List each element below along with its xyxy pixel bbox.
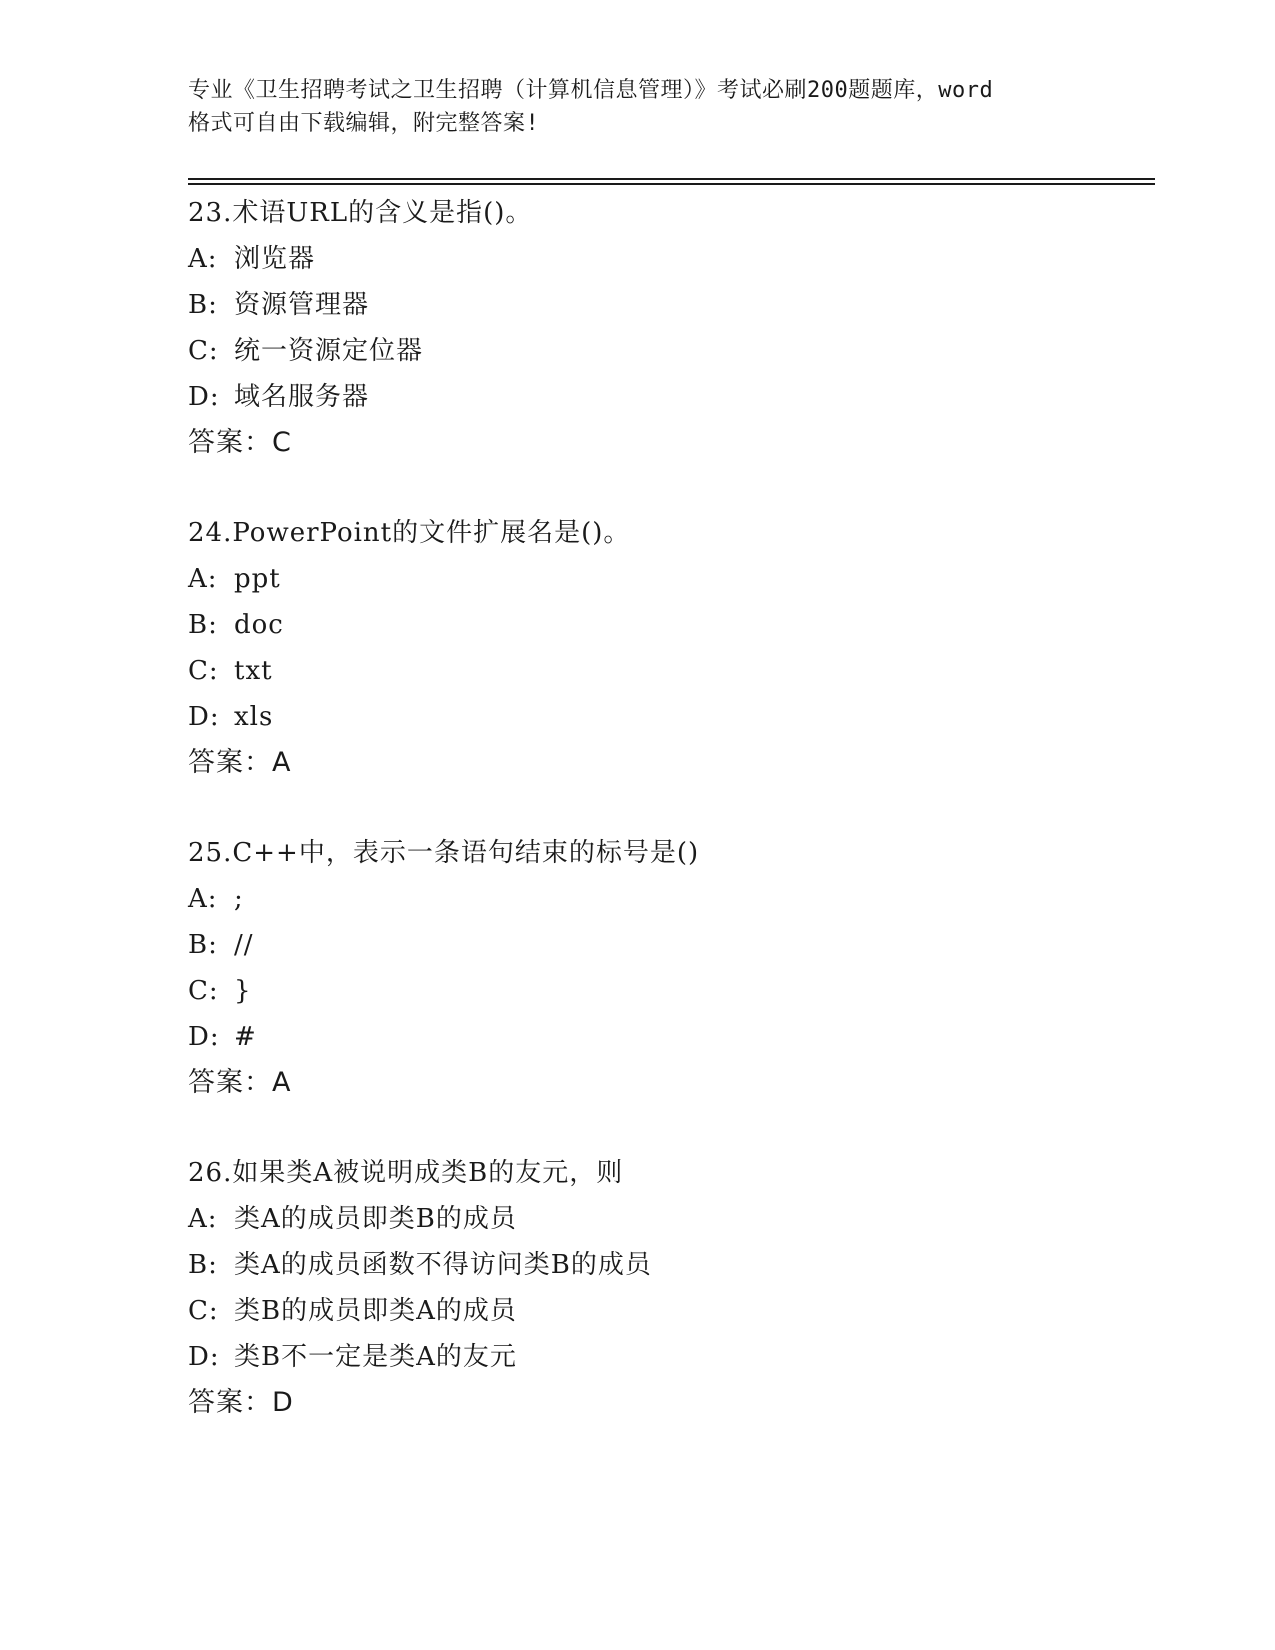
question-26	[188, 1150, 1148, 1426]
option-b	[188, 922, 1148, 968]
header-line-2: 格式可自由下载编辑，附完整答案!	[188, 111, 540, 136]
option-a	[188, 556, 1148, 602]
answer-line: 答案：C	[188, 427, 292, 458]
option-text: 浏览器	[234, 244, 316, 274]
option-letter: B:	[188, 930, 218, 960]
option-text: 类A的成员函数不得访问类B的成员	[234, 1250, 652, 1280]
option-letter: A:	[188, 884, 218, 914]
option-b	[188, 282, 1148, 328]
option-letter: B:	[188, 1250, 218, 1280]
question-23	[188, 190, 1148, 466]
answer-line: 答案：A	[188, 747, 292, 778]
option-d	[188, 694, 1148, 740]
option-c	[188, 968, 1148, 1014]
header-line-1: 专业《卫生招聘考试之卫生招聘（计算机信息管理）》考试必刷200题题库，word	[188, 78, 994, 103]
option-text: 域名服务器	[234, 382, 370, 412]
option-c	[188, 1288, 1148, 1334]
option-letter: B:	[188, 290, 218, 320]
question-stem: 25.C++中，表示一条语句结束的标号是()	[188, 838, 700, 868]
option-letter: A:	[188, 564, 218, 594]
option-text: #	[234, 1022, 257, 1052]
option-letter: D:	[188, 702, 220, 732]
option-letter: C:	[188, 1296, 219, 1326]
option-text: }	[234, 976, 252, 1006]
question-24	[188, 510, 1148, 786]
header-divider-top	[188, 178, 1155, 180]
option-a	[188, 236, 1148, 282]
question-list	[188, 190, 1148, 1470]
answer-line: 答案：A	[188, 1067, 292, 1098]
option-letter: D:	[188, 1342, 220, 1372]
option-text: 类A的成员即类B的成员	[234, 1204, 517, 1234]
option-text: doc	[234, 610, 284, 640]
option-d	[188, 1014, 1148, 1060]
answer-line: 答案：D	[188, 1387, 294, 1418]
option-text: ppt	[234, 564, 281, 594]
document-header	[188, 74, 1108, 140]
option-letter: D:	[188, 1022, 220, 1052]
question-25	[188, 830, 1148, 1106]
option-letter: D:	[188, 382, 220, 412]
option-text: 资源管理器	[234, 290, 370, 320]
option-text: 类B的成员即类A的成员	[234, 1296, 517, 1326]
option-letter: A:	[188, 244, 218, 274]
question-stem: 24.PowerPoint的文件扩展名是()。	[188, 518, 631, 548]
option-letter: C:	[188, 336, 219, 366]
option-text: txt	[234, 656, 273, 686]
option-d	[188, 374, 1148, 420]
option-a	[188, 876, 1148, 922]
option-letter: B:	[188, 610, 218, 640]
option-a	[188, 1196, 1148, 1242]
option-c	[188, 648, 1148, 694]
header-divider-bottom	[188, 183, 1155, 185]
option-text: xls	[234, 702, 274, 732]
option-letter: C:	[188, 656, 219, 686]
option-letter: A:	[188, 1204, 218, 1234]
question-stem: 23.术语URL的含义是指()。	[188, 198, 533, 228]
option-text: //	[234, 930, 254, 960]
question-stem: 26.如果类A被说明成类B的友元，则	[188, 1158, 624, 1188]
option-c	[188, 328, 1148, 374]
option-d	[188, 1334, 1148, 1380]
option-b	[188, 602, 1148, 648]
option-b	[188, 1242, 1148, 1288]
option-letter: C:	[188, 976, 219, 1006]
option-text: 类B不一定是类A的友元	[234, 1342, 517, 1372]
option-text: 统一资源定位器	[234, 336, 424, 366]
option-text: ;	[234, 884, 244, 914]
